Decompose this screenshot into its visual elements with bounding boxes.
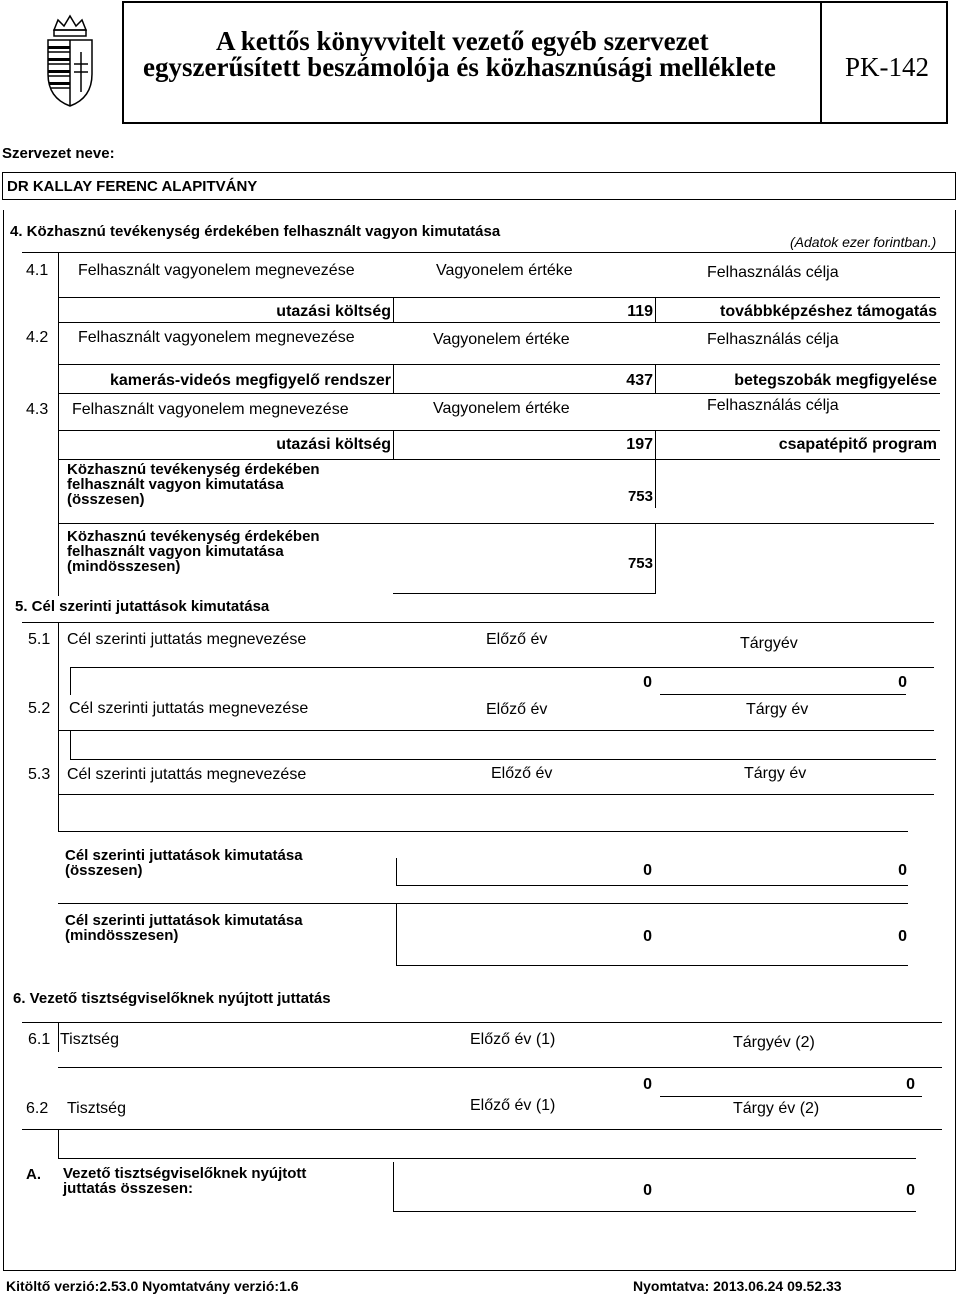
- row-6-1-number: 6.1: [28, 1031, 51, 1048]
- page-frame-bottom: [3, 1270, 956, 1271]
- form-code: PK-142: [845, 52, 930, 82]
- s5-total-label: Cél szerinti juttatások kimutatása (összesen): [65, 847, 303, 879]
- row-5-1-box-left: [70, 667, 71, 695]
- row-4-2-col-value: Vagyonelem értéke: [433, 331, 570, 348]
- row-5-2-name: Cél szerinti juttatás megnevezése: [69, 700, 309, 717]
- row-5-3-name: Cél szerinti jutattás megnevezése: [67, 766, 307, 783]
- page-frame-right: [955, 210, 956, 1271]
- row-4-1-item-field[interactable]: utazási költség: [276, 303, 391, 320]
- row-6-1-box-top: [58, 1067, 942, 1068]
- row-5-3-box-left: [58, 794, 59, 832]
- row-6-1-prev-field[interactable]: 0: [643, 1076, 652, 1093]
- row-5-1-box-bottom: [660, 694, 906, 695]
- s5-grand-divider: [396, 903, 397, 966]
- row-4-1-col-purpose: Felhasználás célja: [707, 264, 839, 281]
- row-6-1-prev-label: Előző év (1): [470, 1031, 556, 1048]
- row-6-1-curr-field[interactable]: 0: [906, 1076, 915, 1093]
- row-5-1-name: Cél szerinti juttatás megnevezése: [67, 631, 307, 648]
- s4-frame-top: [22, 252, 956, 253]
- s6-frame-left: [58, 1022, 59, 1052]
- org-label: Szervezet neve:: [2, 145, 115, 162]
- section4-title: 4. Közhasznú tevékenység érdekében felhasznált vagyon kimutatása: [10, 223, 501, 240]
- row-4-1-purpose-field[interactable]: továbbképzéshez támogatás: [720, 303, 937, 320]
- row-4-3-box-bottom: [58, 459, 940, 460]
- row-4-1-box-top: [58, 297, 940, 298]
- row-4-1-value-field[interactable]: 119: [627, 303, 653, 320]
- row-5-1-curr-field[interactable]: 0: [898, 674, 907, 691]
- row-4-3-col-value: Vagyonelem értéke: [433, 400, 570, 417]
- row-5-3-curr-label: Tárgy év: [744, 765, 807, 782]
- row-5-1-prev-field[interactable]: 0: [643, 674, 652, 691]
- row-5-3-prev-label: Előző év: [491, 765, 553, 782]
- row-4-1-col-name: Felhasznált vagyonelem megnevezése: [78, 262, 355, 279]
- row-6-2-box-bottom: [58, 1158, 916, 1159]
- row-6-2-number: 6.2: [26, 1100, 49, 1117]
- row-4-2-purpose-field[interactable]: betegszobák megfigyelése: [734, 372, 937, 389]
- org-box-top: [2, 172, 956, 173]
- row-5-2-prev-label: Előző év: [486, 701, 548, 718]
- row-4-3-box-mid1: [393, 430, 394, 460]
- org-box-left: [2, 172, 3, 200]
- s6-total-curr[interactable]: 0: [906, 1182, 915, 1199]
- s5-total-curr[interactable]: 0: [898, 862, 907, 879]
- row-4-3-box-mid2: [655, 430, 656, 460]
- row-4-2-box-top: [58, 364, 940, 365]
- row-4-2-col-name: Felhasznált vagyonelem megnevezése: [78, 329, 355, 346]
- form-title-line2: egyszerűsített beszámolója és közhasznúsági melléklete: [143, 52, 776, 82]
- s4-grand-value[interactable]: 753: [627, 555, 653, 572]
- row-5-2-box-bottom: [70, 759, 936, 760]
- row-5-2-curr-label: Tárgy év: [746, 701, 809, 718]
- s5-total-underline: [396, 885, 908, 886]
- row-4-3-col-name: Felhasznált vagyonelem megnevezése: [72, 401, 349, 418]
- s6-total-number: A.: [26, 1166, 41, 1183]
- row-6-1-name: Tisztség: [60, 1031, 119, 1048]
- header-box-top: [122, 1, 948, 3]
- footer-version: Kitöltő verzió:2.53.0 Nyomtatvány verzió:1.6: [6, 1278, 299, 1294]
- row-4-2-number: 4.2: [26, 329, 49, 346]
- row-4-2-box-mid2: [655, 364, 656, 394]
- s5-frame-left: [58, 622, 59, 794]
- form-title-line1: A kettős könyvvitelt vezető egyéb szervezet: [216, 26, 709, 56]
- row-4-3-item-field[interactable]: utazási költség: [276, 436, 391, 453]
- row-4-1-box-mid1: [393, 297, 394, 323]
- row-4-2-col-purpose: Felhasználás célja: [707, 331, 839, 348]
- header-box-bottom: [122, 122, 948, 124]
- s6-total-label: Vezető tisztségviselőknek nyújtott juttatás összesen:: [63, 1165, 307, 1197]
- row-4-1-box-mid2: [655, 297, 656, 323]
- s6-frame-top: [22, 1022, 942, 1023]
- row-5-1-box-top: [70, 667, 934, 668]
- header-box-divider: [820, 1, 822, 124]
- header-box-left: [122, 1, 124, 124]
- row-5-2-number: 5.2: [28, 700, 51, 717]
- s4-total-divider: [655, 459, 656, 508]
- s5-grand-label: Cél szerinti juttatások kimutatása (mindösszesen): [65, 912, 303, 944]
- row-4-3-box-top: [58, 430, 940, 431]
- org-name-field[interactable]: DR KALLAY FERENC ALAPITVÁNY: [7, 178, 258, 195]
- s5-total-divider: [396, 858, 397, 886]
- s5-grand-underline: [396, 965, 908, 966]
- s5-grand-prev[interactable]: 0: [643, 928, 652, 945]
- units-note: (Adatok ezer forintban.): [790, 234, 937, 250]
- section5-title: 5. Cél szerinti jutattások kimutatása: [15, 598, 270, 615]
- section6-title: 6. Vezető tisztségviselőknek nyújtott juttatás: [13, 990, 331, 1007]
- row-4-1-box-bottom: [58, 322, 940, 323]
- row-4-1-number: 4.1: [26, 262, 49, 279]
- row-5-1-prev-label: Előző év: [486, 631, 548, 648]
- s5-frame-top: [22, 622, 934, 623]
- s5-grand-box-top: [58, 903, 908, 904]
- row-6-2-box-left: [58, 1129, 59, 1159]
- org-box-right: [955, 172, 956, 200]
- row-6-1-box-bottom: [660, 1096, 922, 1097]
- row-5-3-box-bottom: [58, 831, 908, 832]
- row-6-2-prev-label: Előző év (1): [470, 1097, 556, 1114]
- row-4-3-purpose-field[interactable]: csapatépitő program: [778, 436, 937, 453]
- s4-total-label: Közhasznú tevékenység érdekében felhasznált vagyon kimutatása (összesen): [67, 461, 320, 508]
- s5-grand-curr[interactable]: 0: [898, 928, 907, 945]
- row-4-3-col-purpose: Felhasználás célja: [707, 397, 839, 414]
- coat-of-arms-icon: [34, 12, 106, 112]
- row-5-3-number: 5.3: [28, 766, 51, 783]
- row-4-2-box-bottom: [58, 393, 940, 394]
- s4-frame-left: [58, 252, 59, 596]
- s4-grand-divider: [655, 524, 656, 594]
- footer-printed: Nyomtatva: 2013.06.24 09.52.33: [633, 1278, 842, 1294]
- row-4-1-col-value: Vagyonelem értéke: [436, 262, 573, 279]
- s4-grand-label: Közhasznú tevékenység érdekében felhasznált vagyon kimutatása (mindösszesen): [67, 528, 320, 575]
- org-box-bottom: [2, 199, 956, 200]
- row-5-2-box-top: [58, 730, 934, 731]
- row-4-2-value-field[interactable]: 437: [626, 372, 653, 389]
- row-4-2-item-field[interactable]: kamerás-videós megfigyelő rendszer: [109, 372, 391, 389]
- header-box-right: [946, 1, 948, 124]
- s6-total-underline: [393, 1211, 916, 1212]
- row-4-3-number: 4.3: [26, 401, 49, 418]
- row-6-2-box-top: [22, 1129, 942, 1130]
- s4-grand-underline: [393, 593, 655, 594]
- row-5-2-box-left: [70, 730, 71, 760]
- row-5-3-box-top: [58, 794, 934, 795]
- row-6-2-name: Tisztség: [67, 1100, 126, 1117]
- page-frame-left: [3, 210, 4, 1271]
- s6-total-prev[interactable]: 0: [643, 1182, 652, 1199]
- row-5-1-curr-label: Tárgyév: [740, 635, 798, 652]
- row-5-1-number: 5.1: [28, 631, 51, 648]
- s6-total-divider: [393, 1162, 394, 1212]
- row-6-1-curr-label: Tárgyév (2): [733, 1034, 815, 1051]
- row-6-2-curr-label: Tárgy év (2): [733, 1100, 820, 1117]
- s5-total-prev[interactable]: 0: [643, 862, 652, 879]
- row-4-3-value-field[interactable]: 197: [626, 436, 653, 453]
- s4-total-underline: [58, 523, 934, 524]
- s4-total-value[interactable]: 753: [627, 488, 653, 505]
- row-4-2-box-mid1: [393, 364, 394, 394]
